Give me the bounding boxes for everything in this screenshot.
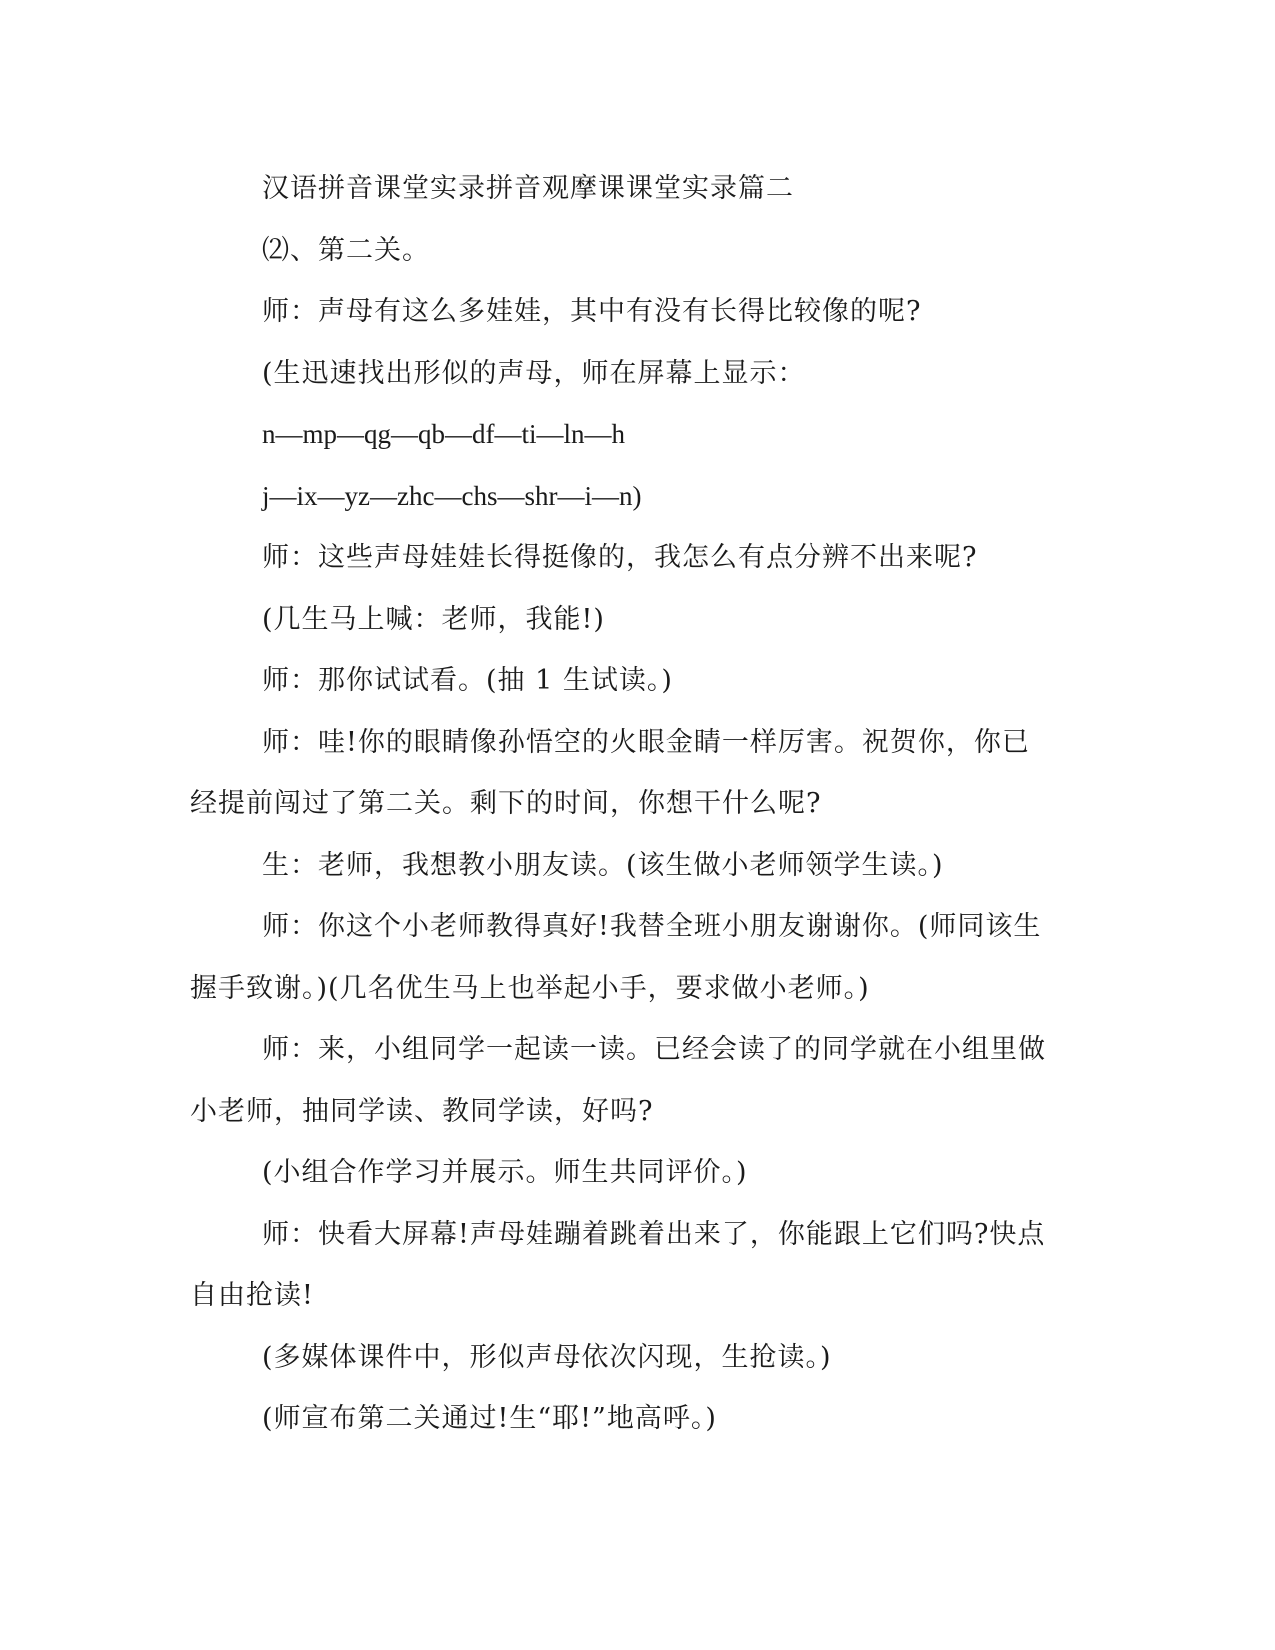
paragraph-line: 师：这些声母娃娃长得挺像的，我怎么有点分辨不出来呢?	[262, 542, 978, 573]
section-heading: ⑵、第二关。	[262, 234, 430, 266]
paragraph-line: (小组合作学习并展示。师生共同评价。)	[262, 1157, 748, 1188]
paragraph-line: 生：老师，我想教小朋友读。(该生做小老师领学生读。)	[262, 849, 944, 881]
paragraph-line: 师：你这个小老师教得真好!我替全班小朋友谢谢你。(师同该生	[262, 911, 1042, 942]
paragraph-continuation: 握手致谢。)(几名优生马上也举起小手，要求做小老师。)	[190, 972, 870, 1004]
paragraph-continuation: 自由抢读!	[190, 1280, 314, 1311]
document-title: 汉语拼音课堂实录拼音观摩课课堂实录篇二	[262, 173, 794, 204]
paragraph-line: 师：声母有这么多娃娃，其中有没有长得比较像的呢?	[262, 296, 922, 327]
paragraph-continuation: 经提前闯过了第二关。剩下的时间，你想干什么呢?	[190, 788, 822, 819]
paragraph-line: 师：哇!你的眼睛像孙悟空的火眼金睛一样厉害。祝贺你，你已	[262, 726, 1030, 758]
paragraph-line: (多媒体课件中，形似声母依次闪现，生抢读。)	[262, 1341, 832, 1373]
paragraph-line: 师：快看大屏幕!声母娃蹦着跳着出来了，你能跟上它们吗?快点	[262, 1218, 1046, 1250]
paragraph-line: 师：来，小组同学一起读一读。已经会读了的同学就在小组里做	[262, 1034, 1046, 1065]
paragraph-line: 师：那你试试看。(抽 1 生试读。)	[262, 665, 673, 696]
paragraph-continuation: 小老师，抽同学读、教同学读，好吗?	[190, 1095, 654, 1127]
document-body	[190, 158, 1075, 1450]
pinyin-pairs-line: n—mp—qg—qb—df—ti—ln—h	[262, 419, 625, 449]
paragraph-line: (几生马上喊：老师，我能!)	[262, 603, 605, 635]
pinyin-pairs-line: j—ix—yz—zhc—chs—shr—i—n)	[262, 480, 642, 511]
paragraph-line: (生迅速找出形似的声母，师在屏幕上显示：	[262, 357, 806, 389]
paragraph-line: (师宣布第二关通过!生“耶!”地高呼。)	[262, 1403, 717, 1434]
